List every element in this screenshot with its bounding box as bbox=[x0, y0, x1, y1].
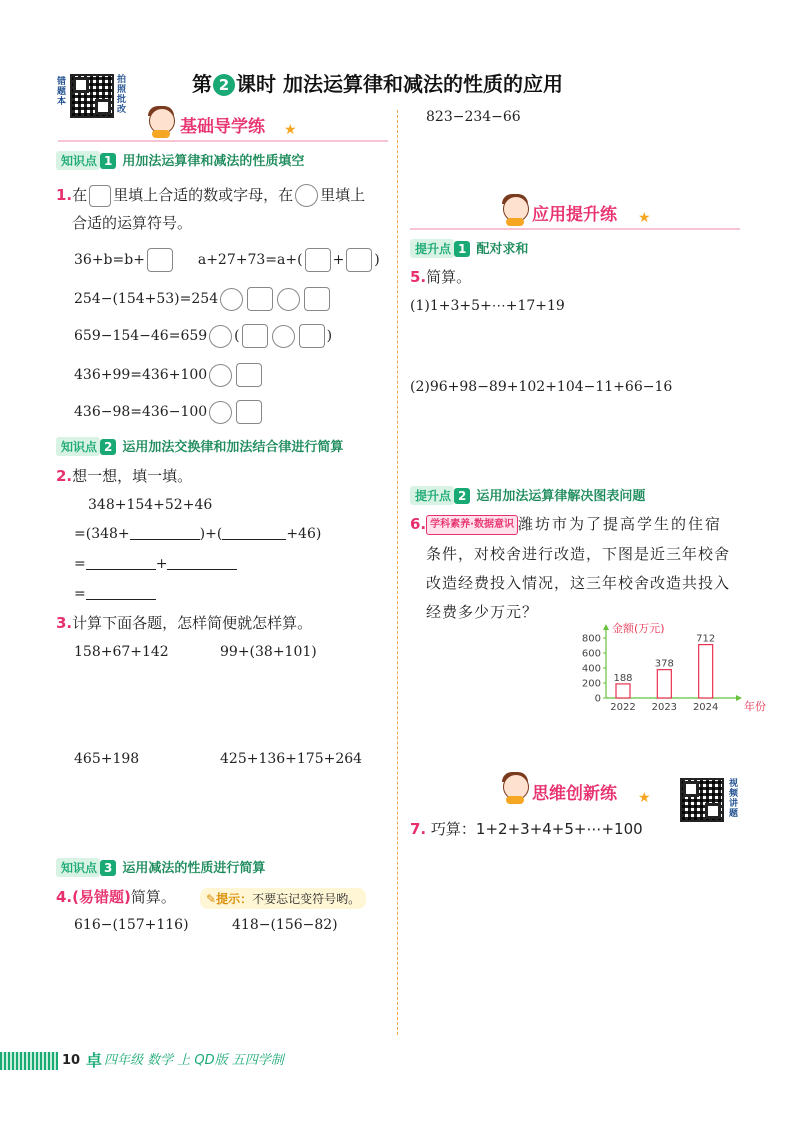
video-explain-label: 视频讲题 bbox=[727, 778, 737, 818]
bar bbox=[657, 670, 671, 698]
q1-row-4: 436+99=436+100 bbox=[74, 363, 264, 387]
improve-point-1: 提升点 1 配对求和 bbox=[410, 238, 528, 258]
fill-blank[interactable] bbox=[130, 525, 200, 540]
answer-circle[interactable] bbox=[209, 325, 232, 348]
fill-blank[interactable] bbox=[222, 525, 286, 540]
y-axis-arrow bbox=[603, 624, 609, 630]
x-tick-label: 2022 bbox=[610, 702, 636, 713]
q3-expr-4: 425+136+175+264 bbox=[220, 751, 363, 767]
q3-expr-2: 99+(38+101) bbox=[220, 644, 317, 660]
section-apply-title: 应用提升练 bbox=[532, 205, 617, 225]
mascot-icon bbox=[146, 106, 176, 138]
question-2: 2.想一想，填一填。 bbox=[56, 467, 193, 485]
page-number: 10 bbox=[62, 1053, 81, 1068]
qr-code-icon[interactable] bbox=[70, 74, 114, 118]
answer-box[interactable] bbox=[236, 400, 262, 424]
y-tick-label: 200 bbox=[581, 678, 601, 690]
star-icon: ★ bbox=[638, 790, 651, 806]
bar bbox=[699, 645, 713, 698]
q1-row-1: 36+b=b+ a+27+73=a+( + ) bbox=[74, 248, 380, 272]
knowledge-point-1: 知识点 1 用加法运算律和减法的性质填空 bbox=[56, 150, 304, 170]
answer-box[interactable] bbox=[299, 324, 325, 348]
page-title: 第 2 课时 加法运算律和减法的性质的应用 bbox=[192, 72, 563, 96]
answer-box[interactable] bbox=[147, 248, 173, 272]
y-tick-label: 600 bbox=[581, 648, 601, 660]
star-icon: ★ bbox=[284, 122, 297, 138]
photo-correct-label: 拍照批改 bbox=[115, 74, 125, 114]
mascot-icon bbox=[500, 194, 530, 226]
question-1: 1.在 里填上合适的数或字母，在 里填上 bbox=[56, 184, 365, 207]
question-4: 4.(易错题)简算。 bbox=[56, 888, 176, 906]
answer-box[interactable] bbox=[346, 248, 372, 272]
y-axis-label: 金额(万元) bbox=[612, 622, 665, 635]
mascot-icon bbox=[500, 772, 530, 804]
section-think-title: 思维创新练 bbox=[532, 784, 617, 804]
q3-expr-1: 158+67+142 bbox=[74, 644, 169, 660]
data-label: 712 bbox=[696, 633, 716, 645]
subject-tag: 学科素养·数据意识 bbox=[426, 515, 518, 535]
question-3: 3.计算下面各题，怎样简便就怎样算。 bbox=[56, 614, 313, 632]
answer-box[interactable] bbox=[89, 185, 111, 207]
section-basic-title: 基础导学练 bbox=[180, 117, 265, 137]
improve-point-2: 提升点 2 运用加法运算律解决图表问题 bbox=[410, 485, 645, 505]
y-tick-label: 400 bbox=[581, 663, 601, 675]
answer-box[interactable] bbox=[236, 363, 262, 387]
answer-box[interactable] bbox=[247, 287, 273, 311]
lesson-number-badge: 2 bbox=[213, 74, 235, 96]
q1-row-2: 254−(154+53)=254 bbox=[74, 287, 332, 311]
bar-chart bbox=[570, 620, 766, 720]
question-7: 7. 巧算：1+2+3+4+5+⋯+100 bbox=[410, 820, 643, 838]
answer-box[interactable] bbox=[305, 248, 331, 272]
qr-code-icon[interactable] bbox=[680, 778, 724, 822]
q4-expr-3: 823−234−66 bbox=[426, 109, 521, 125]
answer-circle[interactable] bbox=[272, 325, 295, 348]
column-divider bbox=[397, 110, 398, 1035]
question-6-line4: 经费多少万元？ bbox=[426, 603, 539, 621]
footer-stripe bbox=[0, 1052, 58, 1070]
x-tick-label: 2024 bbox=[692, 702, 719, 713]
fill-blank[interactable] bbox=[86, 585, 156, 600]
question-6-line3: 改造经费投入情况，这三年校舍改造共投入 bbox=[426, 574, 731, 592]
q1-row-5: 436−98=436−100 bbox=[74, 400, 264, 424]
answer-circle[interactable] bbox=[209, 364, 232, 387]
book-info: 四年级 数学 上 QD版 五四学制 bbox=[104, 1053, 284, 1068]
data-label: 378 bbox=[654, 658, 674, 670]
answer-circle[interactable] bbox=[277, 288, 300, 311]
q4-expr-1: 616−(157+116) bbox=[74, 917, 189, 933]
question-6-line2: 条件，对校舍进行改造，下图是近三年校舍 bbox=[426, 545, 731, 563]
q2-line-2: =(348+ )+( +46) bbox=[74, 526, 322, 542]
fill-blank[interactable] bbox=[86, 555, 156, 570]
x-tick-label: 2023 bbox=[651, 702, 678, 713]
question-1-line2: 合适的运算符号。 bbox=[72, 214, 193, 232]
answer-box[interactable] bbox=[304, 287, 330, 311]
question-5: 5.简算。 bbox=[410, 268, 472, 286]
x-axis-arrow bbox=[736, 695, 742, 701]
fill-blank[interactable] bbox=[167, 555, 237, 570]
hint-bubble: ✎提示：不要忘记变符号哟。 bbox=[200, 888, 366, 909]
knowledge-point-3: 知识点 3 运用减法的性质进行简算 bbox=[56, 857, 265, 877]
answer-circle[interactable] bbox=[209, 401, 232, 424]
answer-box[interactable] bbox=[242, 324, 268, 348]
q4-expr-2: 418−(156−82) bbox=[232, 917, 338, 933]
answer-circle[interactable] bbox=[220, 288, 243, 311]
q5-expr-2: (2)96+98−89+102+104−11+66−16 bbox=[410, 379, 673, 395]
q3-expr-3: 465+198 bbox=[74, 751, 140, 767]
q2-line-3: = + bbox=[74, 553, 237, 575]
pen-icon: ✎ bbox=[206, 892, 217, 906]
q5-expr-1: (1)1+3+5+⋯+17+19 bbox=[410, 298, 565, 314]
q2-line-4: = bbox=[74, 583, 156, 605]
knowledge-point-2: 知识点 2 运用加法交换律和加法结合律进行简算 bbox=[56, 436, 343, 456]
x-axis-label: 年份 bbox=[744, 700, 766, 713]
star-icon: ★ bbox=[638, 210, 651, 226]
data-label: 188 bbox=[613, 672, 633, 684]
y-tick-label: 800 bbox=[581, 633, 601, 645]
bar bbox=[616, 684, 630, 698]
answer-circle[interactable] bbox=[295, 184, 318, 207]
brand-logo: 卓 bbox=[86, 1051, 103, 1070]
q2-line-1: 348+154+52+46 bbox=[88, 497, 213, 513]
y-tick-label: 0 bbox=[594, 693, 601, 705]
q1-row-3: 659−154−46=659 ( ) bbox=[74, 324, 332, 348]
question-6: 6. 学科素养·数据意识 潍坊市为了提高学生的住宿 bbox=[410, 515, 722, 533]
wrong-book-label: 错题本 bbox=[55, 76, 65, 106]
